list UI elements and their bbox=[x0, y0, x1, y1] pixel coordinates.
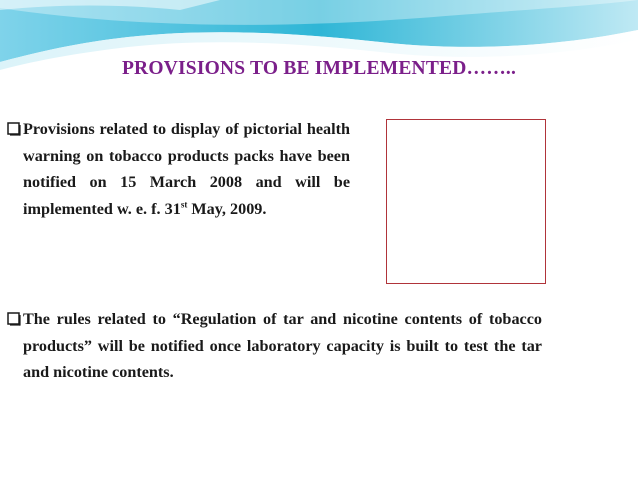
bullet-1-text-end: May, 2009. bbox=[187, 199, 267, 218]
bullet-item-1 bbox=[7, 116, 350, 222]
slide-title: PROVISIONS TO BE IMPLEMENTED…….. bbox=[121, 58, 517, 79]
bullet-2-text: The rules related to “Regulation of tar and nicotine contents of tobacco products” will be notified once laboratory capacity is built to test the tar and nicotine contents. bbox=[23, 310, 542, 382]
hollow-square-bullet-icon bbox=[7, 122, 21, 136]
hollow-square-bullet-icon bbox=[7, 312, 21, 326]
bullet-1-text-main: Provisions related to display of pictorial health warning on tobacco products packs have been notified on 15 March 2008 and will be implemented w. e. f. 31 bbox=[23, 120, 350, 218]
bullet-item-2 bbox=[7, 306, 542, 386]
image-placeholder-frame bbox=[386, 119, 546, 284]
bullet-1-superscript: st bbox=[180, 199, 188, 210]
bullet-1-text bbox=[23, 116, 350, 222]
